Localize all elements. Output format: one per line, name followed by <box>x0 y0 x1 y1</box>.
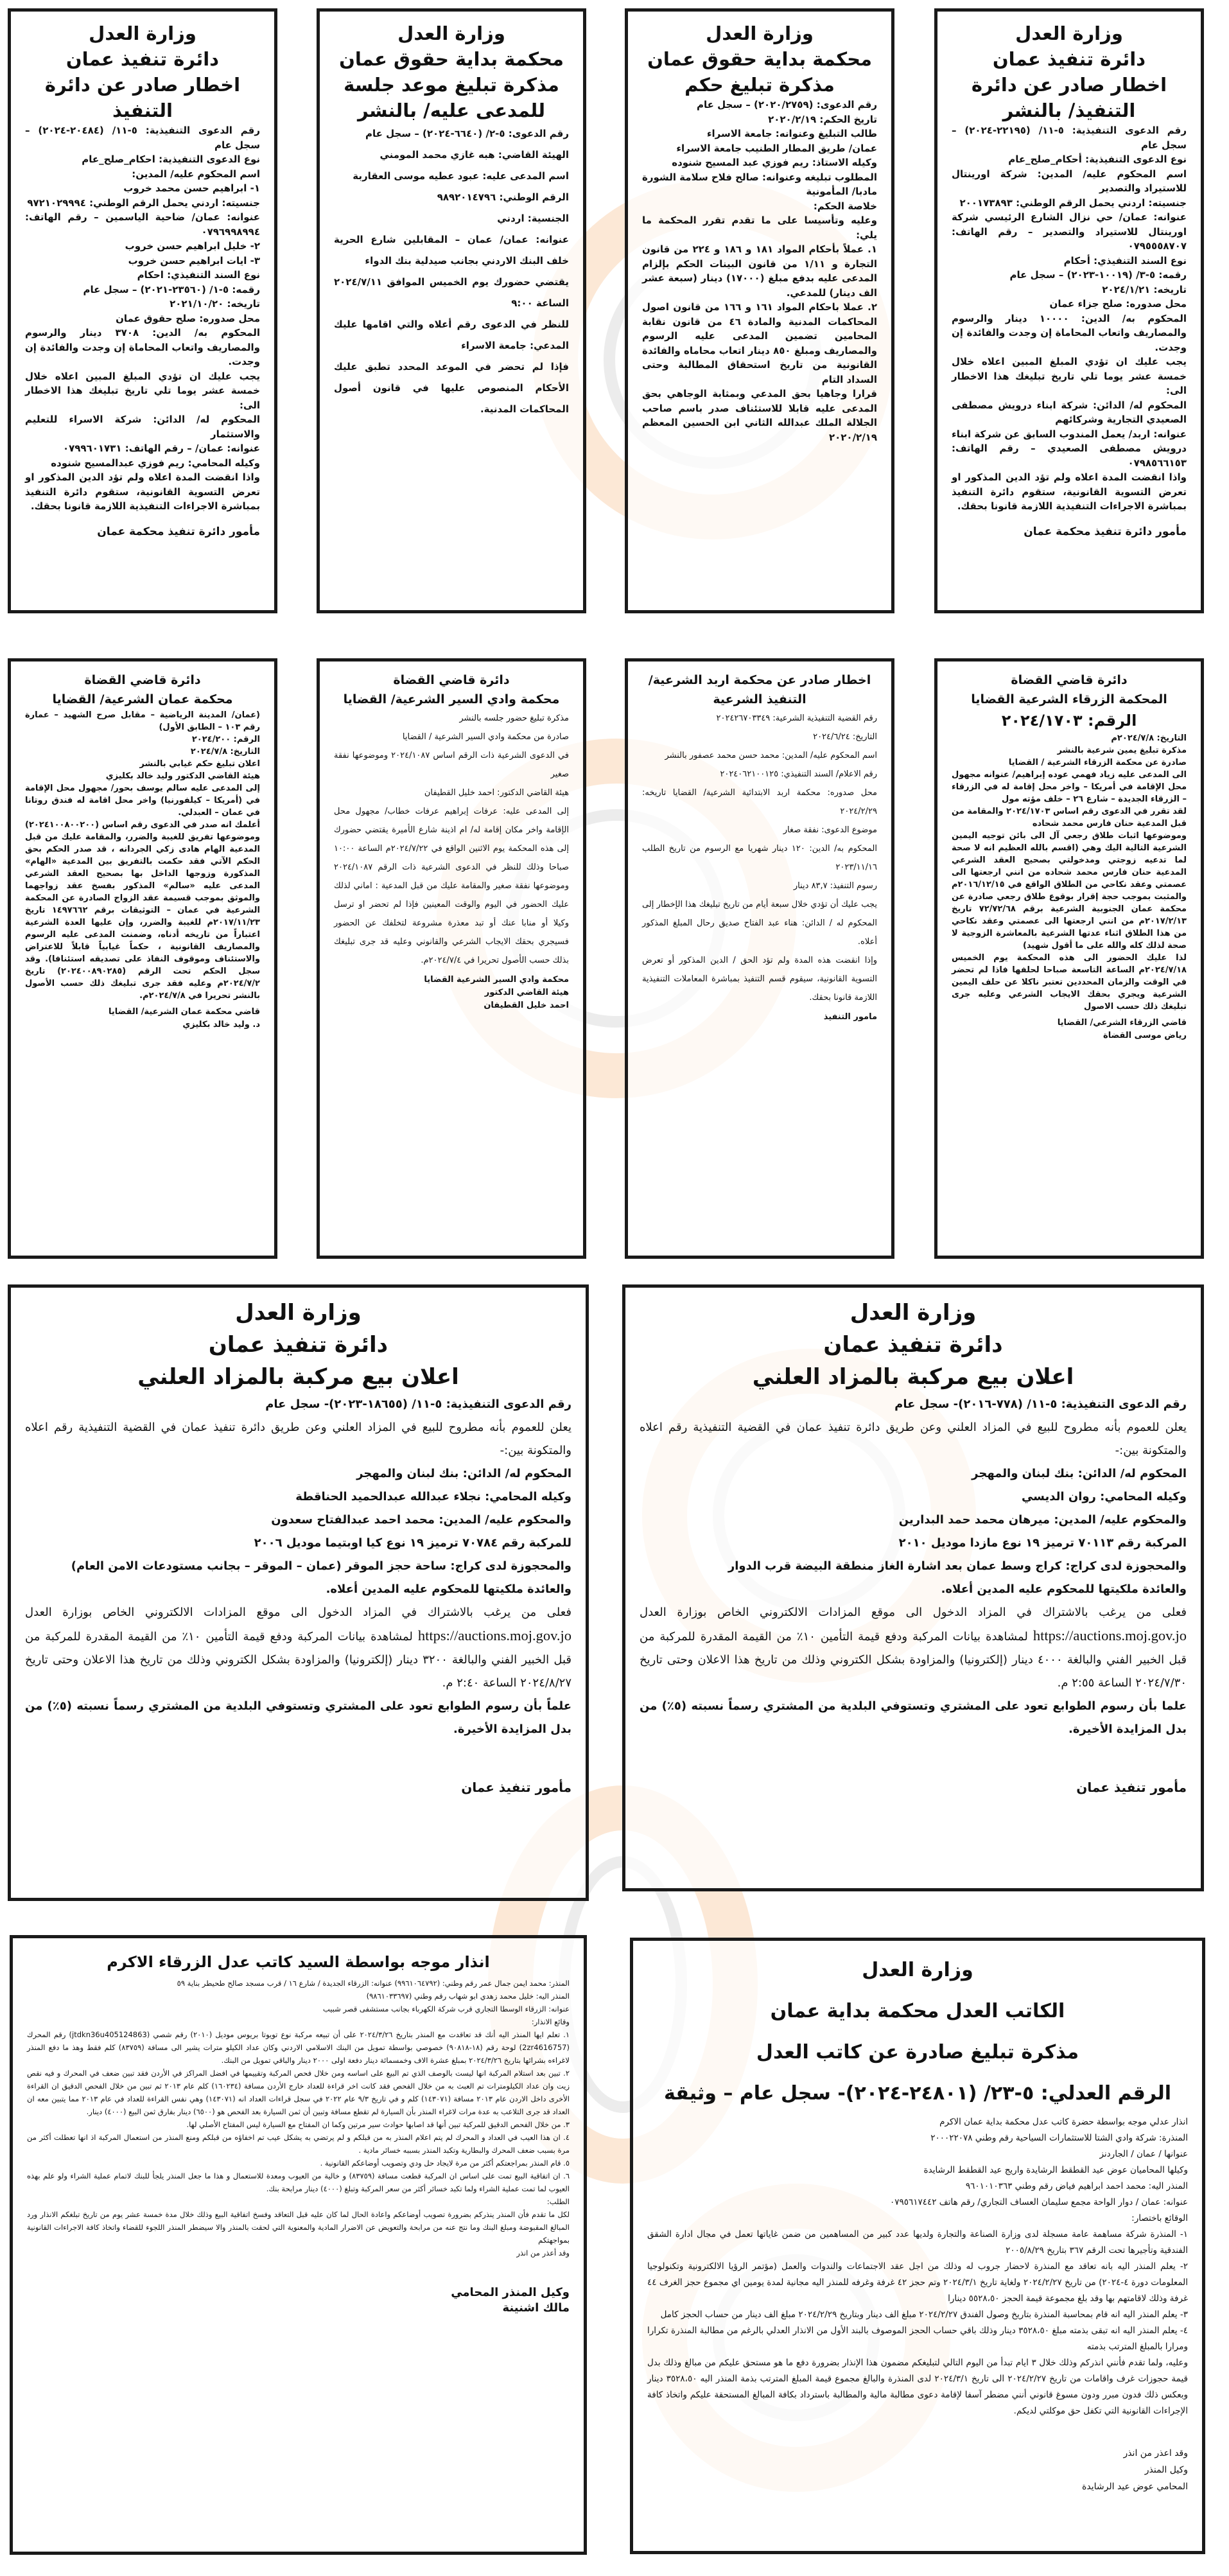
notice-heading: وزارة العدل <box>397 22 505 44</box>
notice-paragraph: عمان/ طريق المطار الطنيب جامعة الاسراء <box>676 142 877 154</box>
notice-paragraph: صادرة من محكمة وادي السير الشرعية / القضايا <box>402 732 569 742</box>
notice-paragraph: ٢- يعلم المنذر اليه بانه تعاقد مع المنذرة لاحضار جروب له وذلك من اجل عقد الاجتماعات والندوات والعمل (مؤتمر الرؤيا الالكترونية وتكنولوجيا المعلومات دورة ٤-٢٠٢٤) من تاريخ ٢٠٢٤/٢/٢٧ ولغاية تاريخ ٢٠٢٤/٣/١ وتم حجز ٤٢ غرفة وغرفه للمنذر اليه مجانية لمدة يومين اي مجموع حجز الغرف ٤٤ غرفة وذلك لاقامتهم بها وقد بلغ مجموعة قيمة الحجز ٥٥٢٨،٥٠ دينارا <box>647 2261 1188 2304</box>
notice-paragraph: عنوانه: عمان / دوار الواحة مجمع سليمان العساف التجاري/ رقم هاتف ٠٧٩٥٦١٧٤٤٢ <box>890 2197 1188 2207</box>
notice-paragraph: والعائدة ملكيتها للمحكوم عليه المدين أعلاه. <box>941 1582 1187 1596</box>
notice-paragraph: واذا انقضت المدة اعلاه ولم تؤد الدين المذكور او تعرض التسوية القانونية، ستقوم دائرة التنفيذ بمباشرة الاجراءات التنفيذية اللازمة قانونا بحقك. <box>952 471 1187 512</box>
notice-paragraph: للنظر في الدعوى رقم أعلاه والتي اقامها عليك المدعي: جامعة الاسراء <box>334 319 569 351</box>
notice-paragraph: محل صدوره: صلح حقوق عمان <box>116 312 260 324</box>
notice-paragraph: المنذر: محمد ايمن جمال عمر رقم وطني: (٩٩٦١٠٦٤٧٩٢) عنوانه: الزرقاء الجديدة / شارع ١٦ / قرب مسجد صالح طحيطر بناية ٥٩ <box>177 1979 570 1988</box>
notice-heading: محكمة بداية حقوق عمان <box>647 48 872 70</box>
notice-paragraph: تاريخه: ٢٠٢١/١٠/٢٠ <box>170 298 260 310</box>
notice-signature <box>952 1017 1187 1042</box>
notice-paragraph: عنوانه: عمان/ – رقم الهاتف: ٠٧٩٩٦٠١٧٣١ <box>62 442 260 454</box>
notice-paragraph: رقم الدعوى: ٥-٢/ (٦٦٤٠-٢٠٢٤) – سجل عام <box>365 128 569 139</box>
notice-amman-first-instance-judgment <box>625 8 894 613</box>
notice-paragraph: مذكرة تبليغ حضور جلسه بالنشر <box>459 714 569 723</box>
notice-paragraph: المحكوم به/ الدين: ١٠٠٠٠ دينار والرسوم والمصاريف واتعاب المحاماة إن وجدت والفائدة إن وجدت. <box>952 312 1187 353</box>
notice-heading: مذكرة تبليغ حكم <box>684 74 835 96</box>
notice-paragraph: في الدعوى الشرعية ذات الرقم اساس ٢٠٢٤/١٠٨٧ وموضوعها نفقة صغير <box>334 751 569 779</box>
notice-heading: اعلان بيع مركبة بالمزاد العلني <box>752 1364 1074 1390</box>
notice-paragraph: عنوانه: اربد/ يعمل المندوب السابق عن شركة ابناء درويش مصطفى الصعيدي – رقم الهاتف: ٠٧٩٨٥٦٦١٥٣ <box>952 428 1187 469</box>
notice-paragraph: للمركبة رقم ٧٠٧٨٤ ترميز ١٩ نوع كيا اوبتيما موديل ٢٠٠٦ <box>254 1536 571 1550</box>
signature-line: مامور التنفيذ <box>823 1012 877 1022</box>
notice-paragraph: عنوانه: الزرقاء الوسطا التجاري قرب شركة الكهرباء بجانب مستشفى قصر شبيب <box>322 2004 570 2013</box>
notice-signature <box>647 2445 1188 2495</box>
notice-paragraph: مادبا/ المأمونية <box>806 186 877 197</box>
notice-heading: اخطار صادر عن دائرة التنفيذ/ بالنشر <box>971 74 1167 121</box>
notice-zarqa-notary-warning <box>10 1935 587 2555</box>
notice-paragraph: وعليه وتأسيسا على ما تقدم تقرر المحكمة ما يلي: <box>642 215 877 241</box>
notice-paragraph: ٣- يعلم المنذر اليه انه قام بمحاسبة المنذرة بتاريخ وصول الفندق ٢٠٢٤/٢/٢٧ مبلغ الف دينار وبتاريخ ٢٠٢٤/٢/٢٩ مبلغ الف دينار من حساب الحجز كامل <box>660 2309 1188 2320</box>
notice-paragraph: الوقائع باختصار: <box>1131 2213 1188 2223</box>
notice-paragraph: وموضوعها اثبات طلاق رجعي آل الى بائن توجيه اليمين الشرعية التالية اليك وهي (اقسم بالله العظيم انه لا صحة لما تدعيه زوجتي ومدخولتي بصحيح العقد الشرعي المدعية حنان فارس محمد شحاده من انني ارجعتها الى عصمتي وعقد نكاحي من الطلاق الواقع في ٢٠١٦/١٢/١٥م والمثبت بموجب حجة إقرار بوقوع طلاق رجعي صادرة عن محكمة عمان الجنوبية الشرعية برقم ٧٢/٧٢/٦٨ تاريخ ٢٠١٧/٢/١٣م من انني ارجعتها الى عصمتي وعقد نكاحي من هذا الطلاق اثناء عدتها الشرعية بالمعاشرة الزوجية لا صحة لذلك كله والله على ما أقول شهيد) <box>952 831 1187 951</box>
notice-paragraph: (عمان/ المدينة الرياضية – مقابل صرح الشهيد – عمارة رقم ١٠٣ – الطابق الأول) <box>25 710 260 732</box>
signature-line: مأمور تنفيذ عمان <box>461 1780 571 1795</box>
notice-heading: دائرة تنفيذ عمان <box>208 1332 388 1358</box>
notice-paragraph: اعلان تبليغ حكم غيابي بالنشر <box>139 759 260 769</box>
notice-paragraph: يقتضي حضورك يوم الخميس الموافق ٢٠٢٤/٧/١١ الساعة ٩:٠٠ <box>334 276 569 309</box>
notice-paragraph: الرقم: ٢٠٢٤/٢٠٠ <box>191 735 260 744</box>
notice-paragraph: لكل ما تقدم فأن المنذر ينذركم بضرورة تصويب أوضاعكم واعادة الحال لما كان عليه قبل التعاقد وفسخ اتفاقية البيع وذلك خلال مدة خمسة عشر يوم من تاريخ تبلغكم الانذار ورد المبالغ المقبوضة ومبلغ البنك وما نتج عنه من مرابحة والتعويض عن الاضرار المادية والمعنوية التي لحقت بالمنذر والا سيضطر المنذر اللجوء للقضاء واتخاذ كافة الاجراءات القانونية بمواجهتكم <box>27 2210 570 2245</box>
notice-wadi-al-seer-sharia <box>317 658 586 1259</box>
notice-paragraph: يعلن للعموم بأنه مطروح للبيع في المزاد العلني وعن طريق دائرة تنفيذ عمان في القضية التنفيذية رقم اعلاه والمتكونة بين:- <box>25 1421 571 1457</box>
notice-paragraph: المنذر اليه: محمد احمد ابراهيم فياض رقم وطني ٩٦٠١٠١٠٣٦٣ <box>965 2181 1188 2191</box>
notice-heading: المحكمة الزرقاء الشرعية القضايا <box>971 692 1167 706</box>
signature-line: مأمور دائرة تنفيذ محكمة عمان <box>97 525 260 538</box>
notice-paragraph: يجب عليك ان تؤدي المبلغ المبين اعلاه خلال خمسة عشر يوما تلي تاريخ تبليغك هذا الاخطار الى: <box>952 356 1187 396</box>
notice-signature <box>25 1780 571 1795</box>
notice-paragraph: وكيله المحامي: ريم فوزي عبدالمسيح شنوده <box>51 457 260 469</box>
notice-paragraph: علما بأن رسوم الطوابع تعود على المشتري وتستوفي البلدية من المشتري رسماً نسبته (٥٪) من بدل المزايدة الأخيرة. <box>640 1699 1187 1736</box>
notice-paragraph: ٤. ان هذا العيب في العداد و المحرك لم يتم اعلام المنذر به من قبلكم و لم يرتضي به يشكل عيب تم اخفاؤه من قبلكم ومنع المنذر من استعمال المركبة اذ انها تعطلت أكثر من مرة بسبب ضعف المحرك والبطارية وتكبد المنذر بسببه خسائر مادية . <box>27 2133 570 2155</box>
signature-line: مأمور تنفيذ عمان <box>1076 1780 1187 1795</box>
notice-paragraph: إلى المدعى عليه: عرفات إبراهيم عرفات خطاب/ مجهول محل الإقامة واخر مكان إقامة له/ ام اذينة شارع الأميرة يقتضي حضورك إلى هذه المحكمة يوم الاثنين الواقع في ٢٠٢٤/٧/٢٢م الساعة ١٠:٠٠ صباحا وذلك للنظر في الدعوى الشرعية ذات الرقم ٢٠٢٤/١٠٨٧ وموضوعها نفقة صغير والمقامة عليك من قبل المدعية : اماني لذلك عليك الحضور في اليوم والوقت المعينين فإذا لم تحضر او ترسل وكيلا أو منابا عنك أو تبد معذرة مشروعة لتخلفك عن الحضور فسيجري بحقك الايجاب الشرعي والقانوني وعليه قد جرى تبليغك بذلك حسب الأصول تحريرا في ٢٠٢٤/٧/٤م. <box>334 807 569 965</box>
notice-paragraph: محل صدوره: صلح جزاء عمان <box>1049 298 1187 310</box>
signature-line: وقد اعذر من انذر <box>1123 2448 1188 2458</box>
notice-paragraph: رقم القضية التنفيذية الشرعية: ٢٠٢٤٢٦٧٠٣٣٤٩ <box>716 714 877 723</box>
notice-paragraph: مذكرة تبليغ يمين شرعية بالنشر <box>1057 746 1187 755</box>
signature-line: رياض موسى القضاة <box>1103 1031 1187 1040</box>
signature-line: هيئة القاضي الدكتور <box>484 988 569 997</box>
notice-paragraph: محل صدوره: محكمة اربد الابتدائية الشرعية/ القضايا تاريخه: ٢٠٢٤/٢/٢٩ <box>642 788 877 816</box>
notice-heading: دائرة قاضي القضاة <box>393 673 510 687</box>
notice-paragraph: نوع الدعوى التنفيذية: أحكام_صلح_عام <box>1008 153 1187 165</box>
notice-paragraph: واذا انقضت المدة اعلاه ولم تؤد الدين المذكور او تعرض التسوية القانونية، ستقوم دائرة التنفيذ بمباشرة الاجراءات التنفيذية اللازمة قانونا بحقك. <box>25 471 260 512</box>
notice-auction-kia <box>8 1284 589 1901</box>
notice-notary-amman <box>630 1938 1205 2554</box>
notice-paragraph: وعليه، ولما تقدم فأنني انذركم وذلك خلال ٣ ايام تبدأ من اليوم التالي لتبليغكم مضمون هذا الإنذار بضرورة دفع ما هو مستحق عليكم من مبالغ وذلك بدل قيمة حجوزات غرف واقامات من تاريخ ٢٠٢٤/٢/٢٧ الى تاريخ ٢٠٢٤/٣/١ لدى المنذرة والبالغ مجموع قيمة المبلغ المترتب بذمة المنذر اليه ٣٥٢٨،٥٠ دينار وبعكس ذلك فدون مبرر ودون مسوغ قانوني أنني مضطر آسفا لإقامة دعوى مطالبة مالية والمطالبة باسترداد بكافة المبالغ المستحقة عليكم واتخاذ كافة الإجراءات القانونية التي تكفل حق موكلتي لديكم. <box>647 2358 1188 2416</box>
notice-paragraph: رقم الاعلام/ السند التنفيذي: ٢٠٢٤٠٦٢١٠٠١٢٥ <box>720 769 877 779</box>
notice-paragraph: ٤- يعلم المنذر اليه انه تبقى بذمته مبلغ ٣٥٢٨،٥٠ دينار وذلك باقي حساب الحجز الموصوف بالبند الأول من الانذار العدلي بالرغم من مطالبة المنذرة تكرارا ومرارا بالمبلغ المترتب بذمته <box>647 2326 1189 2352</box>
notice-paragraph: عنوانه: عمان/ ضاحية الياسمين – رقم الهاتف: ٠٧٩٦٩٩٨٩٩٤ <box>25 211 260 238</box>
notice-paragraph: أعلمك انه صدر في الدعوى رقم اساس (٢٠٢٤١٠٠٨٠٠٢٠٠) وموضوعها تفريق للغيبة والضرر، والمقامة عليك من قبل المدعية الهام هادى زكي الجردانه ، قد صدر الحكم بحق الحكم الآتي فقد حكمت بالتفريق بين المدعية «الهام» المذكورة وزوجها الداخل بها بصحيح العقد الشرعي المدعى عليه «سالم» المذكور بفسخ عقد زواجهما والموثق بموجب قسيمة عقد الزواج الصادرة عن المحكمة الشرعية في عمان – التوثيقات برقم ١٤٩٧٦٦٢ تاريخ ٢٠١٧/١١/٢٣م للغيبة والضرر، وإن عليها العدة الشرعية اعتباراً من تاريخه أدناه، وضمنت المدعى عليه الرسوم والمصاريف القانونية ، حكماً غيابياً قابلاً للاعتراض والاستئناف وموقوف النفاذ على تصديقه استئنافا). وقد سجل الحكم تحت الرقم (٢٠٢٤٠٠٨٩٠٢٨٥) تاريخ ٢٠٢٤/٧/٢م وعليه فقد جرى تبليغك ذلك حسب الأصول بالنشر تحريرا في ٢٠٢٤/٧/٨م. <box>25 820 260 1001</box>
notice-heading: دائرة قاضي القضاة <box>1011 673 1128 687</box>
notice-paragraph: عنوانها / عمان / الجاردنز <box>1099 2149 1188 2159</box>
notice-heading: وزارة العدل <box>1015 22 1123 44</box>
notice-paragraph: ٢. عملا باحكام المواد ١٦١ و ١٦٦ من قانون اصول المحاكمات المدنية والمادة ٤٦ من قانون نقابة المحامين تضمين المدعى عليه الرسوم والمصاريف ومبلغ ٨٥٠ دينار اتعاب محاماه والفائدة القانونية من تاريخ استحقاق المطالبة وحتى السداد التام <box>642 301 877 385</box>
notice-paragraph: وكيلها المحاميان عوض عيد القطقط الرشايدة واريج عيد القطقط الرشايدة <box>923 2165 1188 2175</box>
notice-paragraph: والمحجوزة لدى كراج: كراج وسط عمان بعد اشارة الغاز منطقة البيضة قرب الدوار <box>728 1559 1187 1573</box>
signature-line: المحامي عوض عيد الرشايدة <box>1082 2482 1188 2492</box>
notice-paragraph: فعلى من يرغب بالاشتراك في المزاد الدخول الى موقع المزادات الالكتروني الخاص بوزارة العدل https://auctions.moj.gov.jo لمشاهدة بيانات المركبة ودفع قيمة التأمين ١٠٪ من القيمة المقدرة للمركبة من قبل الخبير الفني والبالغة ٣٢٠٠ دينار (إلكترونيا) والمزاودة بشكل الكتروني وذلك من تاريخ هذا الاعلان وحتى تاريخ ٢٠٢٤/٨/٢٧ الساعة ٢:٤٠ م. <box>25 1606 572 1690</box>
notice-paragraph: رقم الدعوى التنفيذية: ٥-١١/ (١٨٦٥٥-٢٠٢٣)- سجل عام <box>265 1398 571 1411</box>
auctions-website-link[interactable]: https://auctions.moj.gov.jo <box>1033 1627 1187 1643</box>
notice-heading: اخطار صادر عن محكمة اربد الشرعية/ التنفيذ الشرعية <box>648 673 871 706</box>
notice-paragraph: قرارا وجاهيا بحق المدعي وبمثابة الوجاهي بحق المدعى عليه قابلا للاستئناف صدر باسم صاحب الجلالة الملك عبدالله الثاني ابن الحسين المعظم ٢٠٢٠/٢/١٩ <box>642 388 877 443</box>
signature-line: وكيل المنذر <box>1144 2465 1188 2475</box>
notice-paragraph: إلى المدعى عليه سالم يوسف بحور/ مجهول محل الإقامة في (أمريكا – كيلفورنيا) واخر محل اقامة له فندق روتانا في عمان – العبدلي. <box>25 784 260 818</box>
notice-paragraph: رقم الدعوى: (٢٠٢٠/٢٧٥٩) – سجل عام <box>697 99 877 110</box>
notice-paragraph: رقم الدعوى التنفيذية: ٥-١١/ (٢٢١٩٥-٢٠٢٤) – سجل عام <box>952 125 1187 151</box>
notice-paragraph: طالب التبليغ وعنوانه: جامعة الاسراء <box>706 128 877 139</box>
notice-auction-mazda <box>622 1284 1204 1891</box>
notice-paragraph: انذار عدلي موجه بواسطة حضرة كاتب عدل محكمة بداية عمان الاكرم <box>939 2117 1188 2127</box>
notice-paragraph: رقم الدعوى التنفيذية: ٥-١١/ (٧٧٨-٢٠١٦)- سجل عام <box>894 1398 1187 1411</box>
notice-paragraph: موضوع الدعوى: نفقة صغار <box>783 825 877 835</box>
notice-paragraph: التاريخ: ٢٠٢٤/٧/٨ <box>190 747 260 757</box>
notice-paragraph: اسم المدعى عليه: عبود عطيه موسى العقاربة <box>353 170 569 182</box>
notice-heading: مذكرة تبليغ موعد جلسة للمدعى عليه/ بالنشر <box>344 74 559 121</box>
notice-paragraph: وقد أعذر من انذر <box>516 2248 570 2257</box>
notice-signature <box>25 525 260 538</box>
notice-heading: دائرة قاضي القضاة <box>84 673 201 687</box>
notice-paragraph: نوع السند التنفيذي: احكام <box>137 269 260 281</box>
notice-paragraph: الرقم الوطني: ٩٨٩٢٠١٤٧٩٦ <box>437 191 569 203</box>
notice-signature <box>334 974 569 1012</box>
notice-heading: دائرة تنفيذ عمان <box>65 48 220 70</box>
notice-heading: وزارة العدل <box>89 22 196 44</box>
notice-paragraph: الهيئة القاضي: هبه غازي محمد المومني <box>379 149 569 161</box>
notice-amman-execution-oriental <box>934 8 1204 613</box>
notice-paragraph: رسوم التنفيذ: ٨٣,٧ دينار <box>793 881 877 891</box>
notice-paragraph: والمحجوزة لدى كراج: ساحة حجز الموقر (عمان – الموقر – بجانب مستودعات الامن العام) <box>71 1559 571 1573</box>
notice-paragraph: رقمه: ٥-٣/ (١٠٠١٩-٢٠٢٣) – سجل عام <box>1009 269 1187 281</box>
notice-heading: دائرة تنفيذ عمان <box>823 1332 1003 1358</box>
notice-paragraph: اسم المحكوم عليه/ المدين: شركة اورينتال للاستيراد والتصدير <box>952 168 1187 194</box>
signature-line: احمد خليل القطيفان <box>484 1001 569 1010</box>
notice-signature <box>952 525 1187 538</box>
notice-paragraph: جنسيته: اردني يحمل الرقم الوطني: ٩٧٢١٠٢٩٩٩٤ <box>27 197 260 209</box>
notice-heading: الرقم: ٢٠٢٤/١٧٠٣ <box>1001 712 1137 730</box>
notice-paragraph: وكيله المحامي: نجلاء عبدالله عبدالحميد الحناقطة <box>295 1490 571 1503</box>
notice-paragraph: ٣. من خلال الفحص الدقيق للمركبة تبين أنها قد اصابها حوادث سير مرتين وكما ان المفتاح مع السيارة ليس المفتاح الأصلي لها. <box>186 2120 570 2129</box>
notice-zarqa-sharia-oath <box>934 658 1204 1259</box>
notice-heading: محكمة بداية حقوق عمان <box>339 48 564 70</box>
notice-paragraph: وكيله الاستاذ: ريم فوزي عبد المسيح شنوده <box>672 157 877 168</box>
notice-paragraph: هيئة القاضي الدكتور: احمد خليل القطيفان <box>424 788 569 798</box>
notice-heading: الرقم العدلي: ٥-٢٣/ (٢٤٨٠١-٢٠٢٤)- سجل عام – وثيقة <box>663 2082 1171 2105</box>
notice-paragraph: المنذر اليه: خليل محمد زهدي ابو شهاب رقم وطني (٩٨٦١٠٣٣٦٩٧) <box>366 1992 570 2001</box>
notice-paragraph: وقائع الانذار: <box>531 2017 570 2026</box>
notice-paragraph: نوع السند التنفيذي: أحكام <box>1063 254 1187 267</box>
notice-amman-execution-kharoub <box>8 8 277 613</box>
notice-heading: وزارة العدل <box>850 1300 977 1326</box>
notice-paragraph: ٢- خليل ابراهيم حسن خروب <box>125 240 260 252</box>
notice-paragraph: اسم المحكوم عليه/ المدين: محمد حسن محمد عصفور بالنشر <box>665 751 877 760</box>
signature-line: قاضي محكمة عمان الشرعية/ القضايا <box>109 1007 260 1017</box>
notice-heading: وزارة العدل <box>862 1959 973 1981</box>
notice-irbid-sharia-execution <box>625 658 894 1259</box>
notice-heading: اعلان بيع مركبة بالمزاد العلني <box>137 1364 459 1390</box>
notice-paragraph: المركبة رقم ٧٠١١٣ ترميز ١٩ نوع مازدا موديل ٢٠١٠ <box>898 1536 1187 1550</box>
notice-paragraph: وإذا انقضت هذه المدة ولم تؤد الحق / الدين المذكور أو تعرض التسوية القانونية، سيقوم قسم التنفيذ بمباشرة المعاملات التنفيذية اللازمة قانونا بحقك. <box>642 956 877 1003</box>
notice-signature <box>27 2285 570 2316</box>
signature-line: محكمة وادي السير الشرعية القضايا <box>424 975 569 985</box>
signature-line: قاضي الزرقاء الشرعي/ القضايا <box>1057 1018 1187 1028</box>
notice-paragraph: عنوانه: عمان/ حي نزال الشارع الرئيسي شركة اورينتال للاستيراد والتصدير – رقم الهاتف: ٠٧٩٥٥٥٨٧٠٧ <box>952 211 1187 252</box>
notice-heading: وزارة العدل <box>235 1300 362 1326</box>
notice-paragraph: جنسيته: اردني يحمل الرقم الوطني: ٢٠٠١٧٣٨٩٣ <box>959 197 1187 209</box>
notice-paragraph: ١. عملاً بأحكام المواد ١٨١ و ١٨٦ و ٢٢٤ من قانون التجارة و ١/١١ من قانون البينات الحكم بإلزام المدعى عليه بدفع مبلغ (١٧٠٠٠) دينار (سبعة عشر الف دينار) للمدعي. <box>642 243 877 299</box>
notice-paragraph: هيئة القاضي الدكتور وليد خالد بكليزي <box>105 771 260 781</box>
notice-paragraph: فإذا لم تحضر في الموعد المحدد تطبق عليك الأحكام المنصوص عليها في قانون أصول المحاكمات المدنية. <box>334 361 569 415</box>
notice-paragraph: والمحكوم عليه/ المدين: ميرهان محمد حمد البدارين <box>898 1513 1187 1527</box>
notice-paragraph: المطلوب تبليغه وعنوانه: صالح فلاح سلامة الشورة <box>642 171 877 183</box>
notice-paragraph: نوع الدعوى التنفيذية: احكام_صلح_عام <box>82 153 260 165</box>
notice-signature <box>642 1011 877 1024</box>
notice-paragraph: رقمه: ٥-١/ (٢٣٥٦٠-٢٠٢١) – سجل عام <box>83 283 260 295</box>
notice-heading: اخطار صادر عن دائرة التنفيذ <box>44 74 241 121</box>
notice-paragraph: ١. تعلم ايها المنذر اليه أنك قد تعاقدت مع المنذر بتاريخ ٢٠٢٤/٣/٢٦ على أن تبيعه مركبة نوع تويوتا بريوس موديل (٢٠١٠) رقم شصي (jtdkn36u405124863) رقم المحرك (2zr4616757) لوحة رقم (١٨-٩٠٨١٨) خصوصي بواسطة تمويل من البنك الاسلامي الاردني وكان عداد الكيلو مترات يشير الى مسافة (٨٣٧٥٩) كلم فقط وهذ ما دفع المنذر لاغراءه بشرائها بتاريخ ٢٠٢٤/٣/٢٦ بمبلغ عشرة الاف وخمسمائة دينار دفعة اولى ٢٠٠٠ دينار والباقي تمويل من البنك. <box>27 2030 570 2065</box>
notice-paragraph: ١- المنذرة شركة مساهمة عامة مسجلة لدى وزارة الصناعة والتجارة ولديها عدد كبير من المساهمين من ضمن غاياتها تعمل في مجال ادارة الشقق الفندقية وتأجيرها تحت الرقم ٣٦٧ بتاريخ ٢٠٠٥/٨/٢٩ <box>647 2229 1188 2256</box>
notice-signature <box>640 1780 1187 1795</box>
signature-line: وكيل المنذر المحامي <box>451 2286 570 2299</box>
notice-paragraph: يجب عليك ان تؤدي المبلغ المبين اعلاه خلال خمسة عشر يوما تلي تاريخ تبليغك هذا الاخطار الى: <box>25 370 260 411</box>
notice-paragraph: والعائدة ملكيتها للمحكوم عليه المدين أعلاه. <box>326 1582 571 1596</box>
notice-paragraph: رقم الدعوى التنفيذية: ٥-١١/ (٢٠٤٨٤-٢٠٢٤) – سجل عام <box>25 125 261 151</box>
notice-paragraph: والمحكوم عليه/ المدين: محمد احمد عبدالفتاح سعدون <box>271 1513 571 1527</box>
notice-heading: دائرة تنفيذ عمان <box>992 48 1146 70</box>
notice-paragraph: المحكوم له/ الدائن: بنك لبنان والمهجر <box>972 1467 1187 1480</box>
notice-paragraph: الطلب: <box>546 2197 570 2206</box>
notice-heading: وزارة العدل <box>706 22 814 44</box>
notice-paragraph: المحكوم له/ الدائن: بنك لبنان والمهجر <box>356 1467 571 1480</box>
notice-paragraph: لذا عليك الحضور الى هذه المحكمة يوم الخميس ٢٠٢٤/٧/١٨م الساعة التاسعة صباحا لحلفها فاذا لم تحضر في الوقت والزمان المحددين تعتبر ناكلا عن حلف اليمين الشرعية ويجري بحقك الايجاب الشرعي وعليه جرى تبليغك ذلك حسب الاصول <box>952 953 1187 1012</box>
notice-heading: انذار موجه بواسطة السيد كاتب عدل الزرقاء الاكرم <box>107 1953 490 1971</box>
signature-line: مالك اشنينة <box>502 2301 570 2315</box>
notice-paragraph: يجب عليك أن تؤدي خلال سبعة أيام من تاريخ تبليغك هذا الإخطار إلى المحكوم له / الدائن: هناء عبد الفتاح صديق رحال المبلغ المذكور أعلاه. <box>642 900 877 947</box>
notice-heading: محكمة عمان الشرعية/ القضايا <box>52 692 233 706</box>
notice-paragraph: صادرة عن محكمة الزرقاء الشرعية / القضايا <box>1008 758 1187 767</box>
notice-paragraph: خلاصة الحكم: <box>813 200 877 212</box>
notice-paragraph: ٣- ايات ابراهيم حسن خروب <box>128 254 260 267</box>
notice-paragraph: التاريخ: ٢٠٢٤/٧/٨م <box>1111 733 1187 743</box>
notice-paragraph: الجنسية: اردني <box>497 213 569 224</box>
notice-paragraph: المحكوم له/ الدائن: شركة الاسراء للتعليم والاستثمار <box>25 414 260 440</box>
auctions-website-link[interactable]: https://auctions.moj.gov.jo <box>417 1627 572 1643</box>
notice-heading: محكمة وادي السير الشرعية/ القضايا <box>343 692 560 706</box>
notice-paragraph: علماً بأن رسوم الطوابع تعود على المشتري وتستوفي البلدية من المشتري رسماً نسبته (٥٪) من بدل المزايدة الأخيرة. <box>25 1699 571 1736</box>
signature-line: د. وليد خالد بكليزي <box>182 1020 260 1030</box>
notice-paragraph: ٢. تبين بعد استلام المركبة انها ليست بالوصف الذي تم البيع على اساسه ومن خلال فحص المركبة وتقييمها في افضل المراكز في الأردن فقد تبين ضعف في المحرك و فيه نقص زيت وان عداد الكيلومترات تم العبث به من خلال الفحص فقد كانت اخر قراءة للعداد خارج الأردن مسافة (١٦٠٢٣٤) كلم عام ٢٠١٣ ثم تبين من خلال الفحص الدقيق ان القراءة الأخرى داخل الاردن عام ٢٠١٣ مسافة (١٤٣٠٧١) كلم و في تاريخ ٩/٣ عام ٢٠٢٢ في سجل قراءات العداد انه (١٤٣٠٧١) وهي نفس القراءة للعداد في عام ٢٠١٣ مما يتبين معه ان العداد قد جرى التلاعب به عدة مرات لاغراء المنذر بأن السيارة لم تقطع مسافة وتبين أن ثمن السيارة بعد الفحص هو (٦٥٠٠) دينار بفارق ثمن البيع (٤٠٠٠) دينار. <box>27 2069 570 2116</box>
notice-paragraph: وكيله المحامي: روان الديسي <box>1021 1490 1187 1503</box>
notice-amman-first-instance-hearing <box>317 8 586 613</box>
notice-signature <box>25 1006 260 1031</box>
signature-line: مأمور دائرة تنفيذ محكمة عمان <box>1024 525 1187 538</box>
notice-paragraph: يعلن للعموم بأنه مطروح للبيع في المزاد العلني وعن طريق دائرة تنفيذ عمان في القضية التنفيذية رقم اعلاه والمتكونة بين:- <box>640 1421 1187 1457</box>
notice-amman-sharia-absentia <box>8 658 277 1259</box>
notice-paragraph: فعلى من يرغب بالاشتراك في المزاد الدخول الى موقع المزادات الالكتروني الخاص بوزارة العدل https://auctions.moj.gov.jo لمشاهدة بيانات المركبة ودفع قيمة التأمين ١٠٪ من القيمة المقدرة للمركبة من قبل الخبير الفني والبالغة ٤٠٠٠ دينار (إلكترونيا) والمزاودة بشكل الكتروني وذلك من تاريخ هذا الاعلان وحتى تاريخ ٢٠٢٤/٧/٣٠ الساعة ٢:٥٥ م. <box>640 1606 1187 1690</box>
notice-paragraph: تاريخه: ٢٠٢٤/١/٢١ <box>1102 283 1187 295</box>
notice-paragraph: المحكوم به/ الدين: ٣٧٠٨ دينار والرسوم والمصاريف واتعاب المحاماة إن وجدت والفائدة إن وجدت. <box>25 327 260 367</box>
notice-paragraph: ٦. ان اتفاقية البيع تمت على اساس ان المركبة قطعت مسافة (٨٣٧٥٩) و خالية من العيوب ومعدة للاستعمال و هذا ما جعل المنذر يلجأ للبنك لاتمام عملية الشراء ولو علم بهذه العيوب لما تمت عملية الشراء ولما تكبد خسائر أكثر من سعر المركبة وتبلغ (٤٠٠٠) دينار مرابحة بنك. <box>27 2171 570 2193</box>
notice-paragraph: عنوانه: عمان/ عمان – المقابلين شارع الحرية خلف البنك الاردني بجانب صيدلية بنك الدواء <box>334 234 569 267</box>
notice-paragraph: التاريخ: ٢٠٢٤/٦/٢٤ <box>813 732 877 742</box>
notice-heading: مذكرة تبليغ صادرة عن كاتب العدل <box>756 2041 1079 2063</box>
notice-paragraph: لقد تقرر في الدعوى رقم اساس ٢٠٢٤/١٧٠٣ والمقامة من قبل المدعية حنان فارس محمد شحاده <box>952 807 1187 828</box>
notice-paragraph: تاريخ الحكم: ٢٠٢٠/٢/١٩ <box>768 113 877 125</box>
notice-heading: الكاتب العدل محكمة بداية عمان <box>770 2000 1065 2022</box>
notice-paragraph: ١- ابراهيم حسن محمد خروب <box>123 182 260 194</box>
notice-paragraph: المحكوم له/ الدائن: شركة ابناء درويش مصطفى الصعيدي التجارية وشركائهم <box>952 399 1187 425</box>
notice-paragraph: المحكوم به/ الدين: ١٢٠ دينار شهريا مع الرسوم من تاريخ الطلب ٢٠٢٣/١١/١٦ <box>642 844 877 872</box>
notice-paragraph: اسم المحكوم عليه/ المدين: <box>132 168 260 180</box>
notice-paragraph: ٥. قام المنذر بمراجعتكم أكثر من مرة لايجاد حل ودي وتصويب أوضاعكم القانونية . <box>320 2159 570 2168</box>
notice-paragraph: الى المدعى عليه زياد فهمي عوده إبراهيم/ عنوانه مجهول محل الإقامة في أمريكا – واخر محل إقامة له في الزرقاء – الزرقاء الجديدة – شارع ٢٦ – خلف مؤته مول <box>952 770 1187 804</box>
notice-paragraph: المنذرة: شركة وادي الشتا للاستثمارات السياحية رقم وطني ٢٠٠٠٢٢٠٧٨ <box>930 2133 1188 2143</box>
